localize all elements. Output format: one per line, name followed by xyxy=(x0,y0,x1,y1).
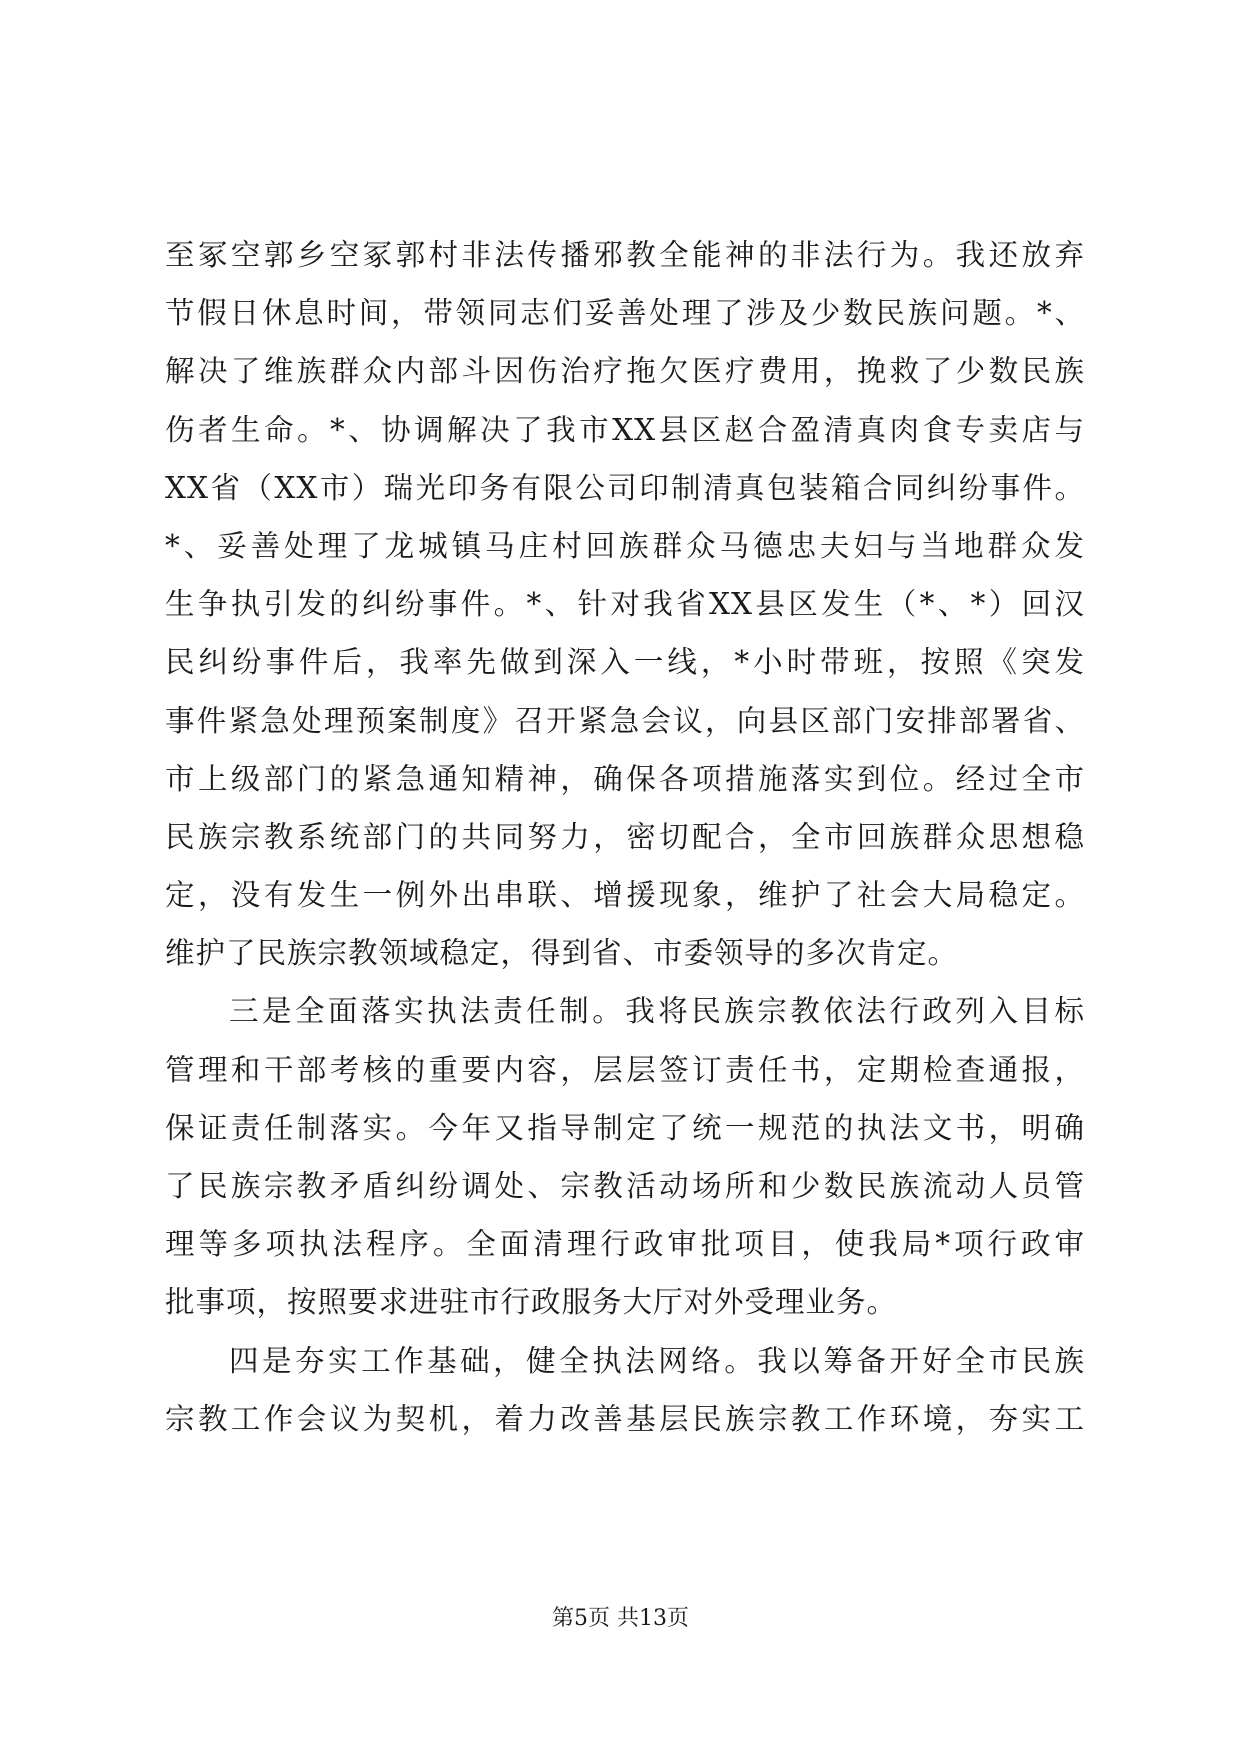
text-line: 管理和干部考核的重要内容，层层签订责任书，定期检查通报， xyxy=(165,1052,1085,1087)
text-line: 至冢空郭乡空冢郭村非法传播邪教全能神的非法行为。我还放弃 xyxy=(165,238,1085,272)
text-line: 生争执引发的纠纷事件。*、针对我省XX县区发生（*、*）回汉 xyxy=(165,587,1085,622)
page-number-footer: 第5页 共13页 xyxy=(552,1606,689,1631)
text-line: *、妥善处理了龙城镇马庄村回族群众马德忠夫妇与当地群众发 xyxy=(165,528,1085,563)
text-line: 定，没有发生一例外出串联、增援现象，维护了社会大局稳定。 xyxy=(165,878,1085,913)
text-line: 民族宗教系统部门的共同努力，密切配合，全市回族群众思想稳 xyxy=(165,819,1085,854)
text-line: 批事项，按照要求进驻市行政服务大厅对外受理业务。 xyxy=(165,1285,898,1320)
text-line: 解决了维族群众内部斗因伤治疗拖欠医疗费用，挽救了少数民族 xyxy=(165,354,1085,389)
text-line: 市上级部门的紧急通知精神，确保各项措施落实到位。经过全市 xyxy=(165,761,1085,796)
text-line: 四是夯实工作基础，健全执法网络。我以筹备开好全市民族 xyxy=(229,1343,1085,1378)
text-line: 保证责任制落实。今年又指导制定了统一规范的执法文书，明确 xyxy=(165,1110,1085,1145)
text-line: 宗教工作会议为契机，着力改善基层民族宗教工作环境，夯实工 xyxy=(165,1401,1085,1436)
text-line: 理等多项执法程序。全面清理行政审批项目，使我局*项行政审 xyxy=(165,1227,1085,1262)
text-line: XX省（XX市）瑞光印务有限公司印制清真包装箱合同纠纷事件。 xyxy=(165,470,1085,505)
text-line: 维护了民族宗教领域稳定，得到省、市委领导的多次肯定。 xyxy=(165,936,959,971)
text-line: 民纠纷事件后，我率先做到深入一线，*小时带班，按照《突发 xyxy=(165,645,1085,680)
text-line: 三是全面落实执法责任制。我将民族宗教依法行政列入目标 xyxy=(229,994,1085,1029)
text-line: 节假日休息时间，带领同志们妥善处理了涉及少数民族问题。*、 xyxy=(165,296,1085,331)
text-line: 了民族宗教矛盾纠纷调处、宗教活动场所和少数民族流动人员管 xyxy=(165,1169,1085,1203)
body-text xyxy=(165,226,1085,1448)
text-line: 伤者生命。*、协调解决了我市XX县区赵合盈清真肉食专卖店与 xyxy=(165,412,1085,447)
text-line: 事件紧急处理预案制度》召开紧急会议，向县区部门安排部署省、 xyxy=(165,703,1085,738)
